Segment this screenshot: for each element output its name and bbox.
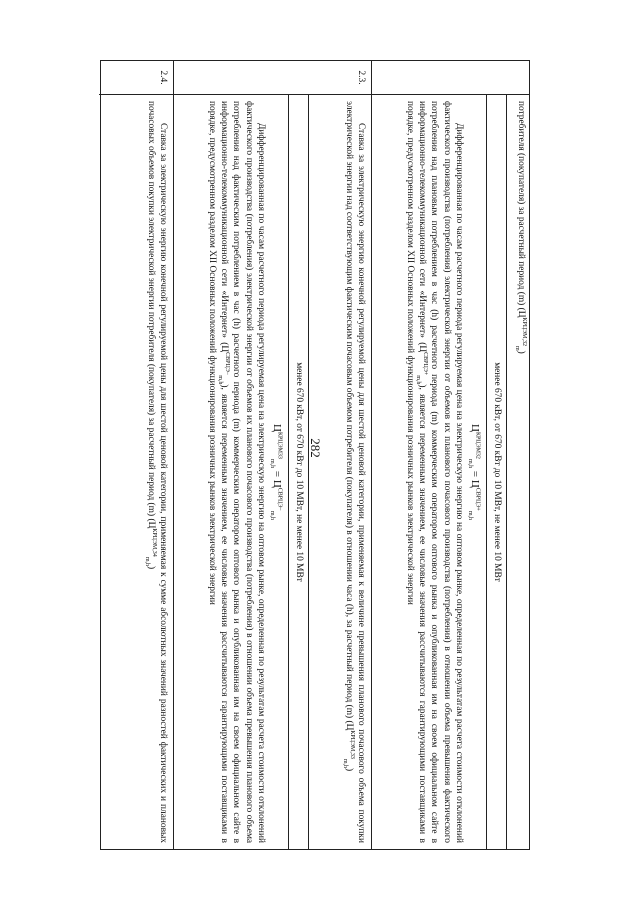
row-number (372, 61, 529, 95)
table-row (371, 61, 529, 849)
page-number: 282 (307, 438, 323, 458)
row-detail (293, 101, 305, 843)
row-header: Ставка за электрическую энергию конечной регулируемой цены для шестой ценовой категории, применяемая к величине превышения планового почасового объема покупки электрической энергии над соответствующим фактическим почасовым объемом потребителя (покупателя) в отношении часа (h), за расчетный период (m) $(Ц^{КРЦЭМ,33}_{m,h})$ (341, 101, 366, 843)
row-header: Ставка за электрическую энергию конечной регулируемой цены для шестой ценовой категории, применяемая к сумме абсолютных значений разностей фактических и плановых почасовых объемов покупки электрической энергии потребителя (покупателя) за расчетный период (m) $(Ц^{КРЦЭМ,34}_{m,h})$ (143, 101, 168, 843)
row-content (343, 101, 367, 843)
power-range-heading: менее 670 кВт, от 670 кВт до 10 МВт, не менее 10 МВт (492, 362, 502, 582)
row-header: потребителя (покупателя) за расчетный период (m) $(Ц^{КРЦЭМ,32}_m)$ (514, 101, 528, 354)
divider (506, 95, 507, 849)
power-range-heading: менее 670 кВт, от 670 кВт до 10 МВт, не менее 10 МВт (294, 362, 304, 582)
table-row (173, 61, 371, 849)
description-paragraph: Дифференцированная по часам расчетного периода регулируемая цена на электрическую энергию на оптовом рынке, определенная по результатам расчета стоимости отклонений фактического производства (потребления) электрической энергии от объемов их планового почасового производства (потребления) в отношении объема превышения планового объема потребления над фактическим потреблением в час (h) расчетного периода (m) коммерческим оператором оптового рынка и опубликованная им на своем официальном сайте в информационно-телекоммуникационной сети «Интернет» $(Ц^{СВРЦЭ-}_{m,h})$, является переменным значением, ее числовые значения рассчитываются гарантирующими поставщиками в порядке, предусмотренном разделом XII Основных положений функционирования розничных рынков электрической энергии (206, 101, 266, 843)
document-table (100, 60, 530, 850)
formula: $Ц^{КРЦЭМ33}_{m,h} = Ц^{СВРЦЭ-}_{m,h}$ (268, 424, 283, 520)
row-number: 2.3. (174, 61, 371, 95)
formula: $Ц^{КРЦЭМ32}_{m,h} = Ц^{СВРЦЭ+}_{m,h}$ (466, 424, 481, 520)
table-row (99, 61, 173, 849)
rotated-table-page (100, 60, 530, 850)
row-content (145, 101, 169, 843)
row-content (515, 101, 527, 843)
divider (486, 95, 487, 849)
row-detail (206, 101, 287, 843)
divider (308, 95, 309, 849)
row-detail (491, 101, 503, 843)
divider (288, 95, 289, 849)
description-paragraph: Дифференцированная по часам расчетного периода регулируемая цена на электрическую энергию на оптовом рынке, определенная по результатам расчета стоимости отклонений фактического производства (потребления) электрической энергии от объемов их планового почасового производства (потребления) в отношении объема превышения фактического потребления над плановым потреблением в час (h) расчетного периода (m) коммерческим оператором оптового рынка и опубликованная им на своем официальном сайте в информационно-телекоммуникационной сети «Интернет» $(Ц^{СВРЦЭ+}_{m,h})$, является переменным значением, ее числовые значения рассчитываются гарантирующими поставщиками в порядке, предусмотренном разделом XII Основных положений функционирования розничных рынков электрической энергии (404, 101, 464, 843)
row-detail (404, 101, 485, 843)
row-number: 2.4. (99, 61, 173, 95)
